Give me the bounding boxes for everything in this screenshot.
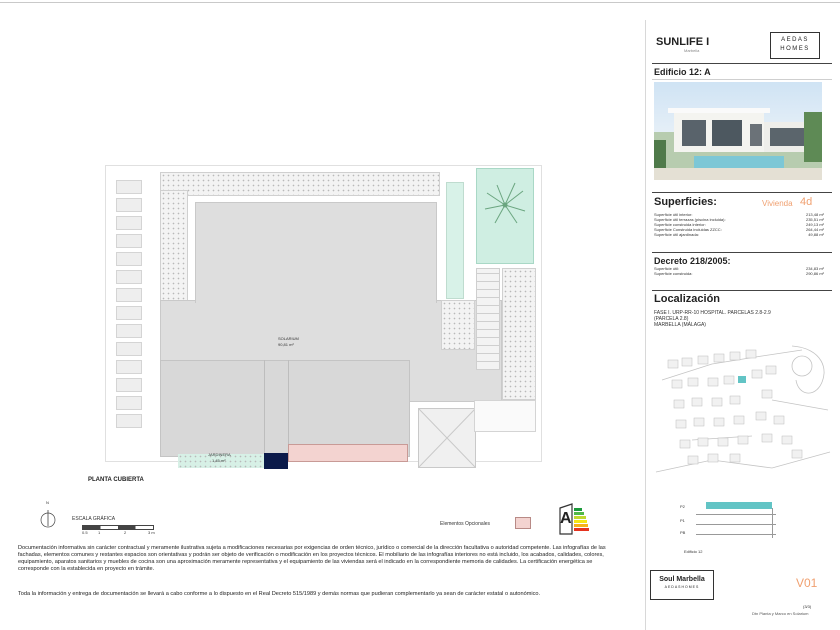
surface-row-value: 235,51 m²	[805, 217, 824, 222]
scale-label: ESCALA GRÁFICA	[72, 516, 116, 522]
section-line-3	[696, 534, 776, 535]
dwelling-type-value: 4d	[800, 196, 813, 208]
palm-tree-icon	[477, 175, 533, 245]
surface-row-value: 249,13 m²	[805, 222, 824, 227]
section-level-pb: PB	[680, 530, 686, 535]
surface-row-value: 264,44 m²	[805, 227, 824, 232]
project-name: SUNLIFE I	[656, 36, 710, 48]
section-line-1	[696, 514, 776, 515]
decree-row-label: Superficie construida:	[654, 271, 693, 276]
surfaces-table	[654, 212, 824, 237]
rule-5	[652, 290, 832, 291]
decree-row-label: Superficie útil:	[654, 266, 680, 271]
decree-table	[654, 266, 824, 276]
surface-row-value: 213,48 m²	[805, 212, 824, 217]
section-level-p1: P1	[680, 518, 685, 523]
dark-shaft	[264, 453, 288, 469]
surface-row-value: 49,88 m²	[808, 232, 824, 237]
solarium-label: SOLARIUM	[278, 336, 299, 341]
optional-elements-swatch	[515, 517, 531, 529]
surface-row-label: Superficie útil ajardinada:	[654, 232, 699, 237]
north-arrow-icon	[40, 500, 56, 528]
panel-divider	[645, 20, 646, 630]
section-wall	[772, 508, 773, 538]
aedas-logo	[770, 32, 820, 59]
aedas-logo-line1: AEDAS	[781, 37, 809, 43]
solarium-lower	[160, 360, 410, 457]
surface-row-label: Superficie útil terrazas (piscina incluida):	[654, 217, 726, 222]
location-line-2: (PARCELA 2.8)	[654, 316, 689, 322]
plan-title: PLANTA CUBIERTA	[88, 477, 144, 483]
solarium-upper	[195, 202, 437, 303]
section-line-2	[696, 524, 776, 525]
inner-divider	[264, 360, 265, 455]
surface-row-label: Superficie útil interior:	[654, 212, 693, 217]
top-planter	[160, 172, 440, 196]
site-map	[652, 340, 832, 490]
location-title: Localización	[654, 293, 721, 305]
soul-marbella-logo-line2: AEDASHOMES	[664, 585, 700, 589]
decree-row-value: 234,83 m²	[805, 266, 824, 271]
section-caption: Edificio 12	[684, 549, 703, 554]
decree-row-value: 290,86 m²	[805, 271, 824, 276]
roof-plan	[100, 160, 545, 480]
scale-tick-1: 1	[98, 530, 101, 535]
soul-marbella-logo	[650, 570, 714, 600]
surface-row-label: Superficie construida interior:	[654, 222, 706, 227]
skylight	[418, 408, 476, 468]
soul-marbella-logo-line1: Soul Marbella	[659, 576, 705, 583]
right-terrace	[474, 400, 536, 432]
small-planter	[441, 300, 475, 350]
decree-title: Decreto 218/2005:	[654, 256, 731, 266]
project-location: Marbella	[684, 48, 700, 53]
aedas-logo-line2: HOMES	[780, 46, 810, 52]
scale-tick-0: 0.5	[82, 530, 88, 535]
right-planter	[502, 268, 536, 400]
energy-letter: A	[560, 510, 572, 527]
inner-divider-2	[288, 360, 289, 455]
scale-tick-2: 2	[124, 530, 127, 535]
rule-2	[652, 79, 832, 80]
dwelling-type-label: Vivienda	[762, 199, 793, 208]
optional-elements-label: Elementos Opcionales	[440, 521, 491, 527]
stairs	[476, 268, 500, 370]
parking-strip	[116, 180, 142, 435]
garden-label: JARDINERA	[208, 452, 231, 457]
rule-4	[652, 252, 832, 253]
optional-element-strip	[288, 444, 408, 462]
building-title: Edificio 12: A	[654, 67, 711, 77]
garden-area: 1,45 m²	[212, 458, 226, 463]
location-line-3: MARBELLA (MÁLAGA)	[654, 322, 706, 328]
energy-rating-icon	[556, 502, 590, 536]
surface-row	[654, 232, 824, 237]
scale-tick-3: 3 m	[148, 530, 155, 535]
north-label: N	[46, 500, 49, 505]
footer-note: Dtn Planta y Marco en Solarium	[752, 611, 809, 616]
solarium-area-value: 90,81 m²	[278, 342, 294, 347]
page-counter: (3/3)	[803, 604, 812, 609]
rule-3	[652, 192, 832, 193]
surface-row-label: Superficie Construida incluidas ZZCC:	[654, 227, 722, 232]
left-planter	[160, 190, 188, 304]
decree-row	[654, 271, 824, 276]
section-roof-bar	[706, 502, 772, 509]
location-line-1: FASE I. URP-RR-10 HOSPITAL. PARCELAS 2.8-2.9	[654, 310, 771, 316]
rule-1	[652, 63, 832, 64]
section-diagram	[676, 498, 796, 548]
section-level-p2: P2	[680, 504, 685, 509]
disclaimer-main: Documentación informativa sin carácter contractual y meramente ilustrativa sujeta a modificaciones necesarias por exigencias de orden técnico, jurídico o comercial de la dirección facultativa o autoridad competente. Las infografías de las fachadas, elementos comunes y restantes espacios son orientativas y podrán ser objeto de verificación o modificación en los proyectos técnicos. El mobiliario de las infografías interiores no está incluido, los acabados, calidades, colores, equipamiento, aparatos sanitarios y muebles de cocina son una aproximación meramente representativa y el equipamiento de las viviendas será el indicado en la correspondiente memoria de calidades. La certificación energética se corresponde con la establecida en proyecto en trámite.	[18, 545, 606, 572]
house-rendering	[654, 82, 822, 180]
scale-bar	[82, 525, 154, 530]
top-rule	[0, 2, 840, 3]
version-label: V01	[796, 576, 818, 590]
green-strip	[446, 182, 464, 299]
pool-area	[476, 168, 534, 264]
surfaces-title: Superficies:	[654, 196, 717, 208]
disclaimer-legal: Toda la información y entrega de documentación se llevará a cabo conforme a lo dispuesto en el Real Decreto 515/1989 y demás normas que pudieran complementarlo ya sean de carácter estatal o autonómico.	[18, 591, 541, 597]
